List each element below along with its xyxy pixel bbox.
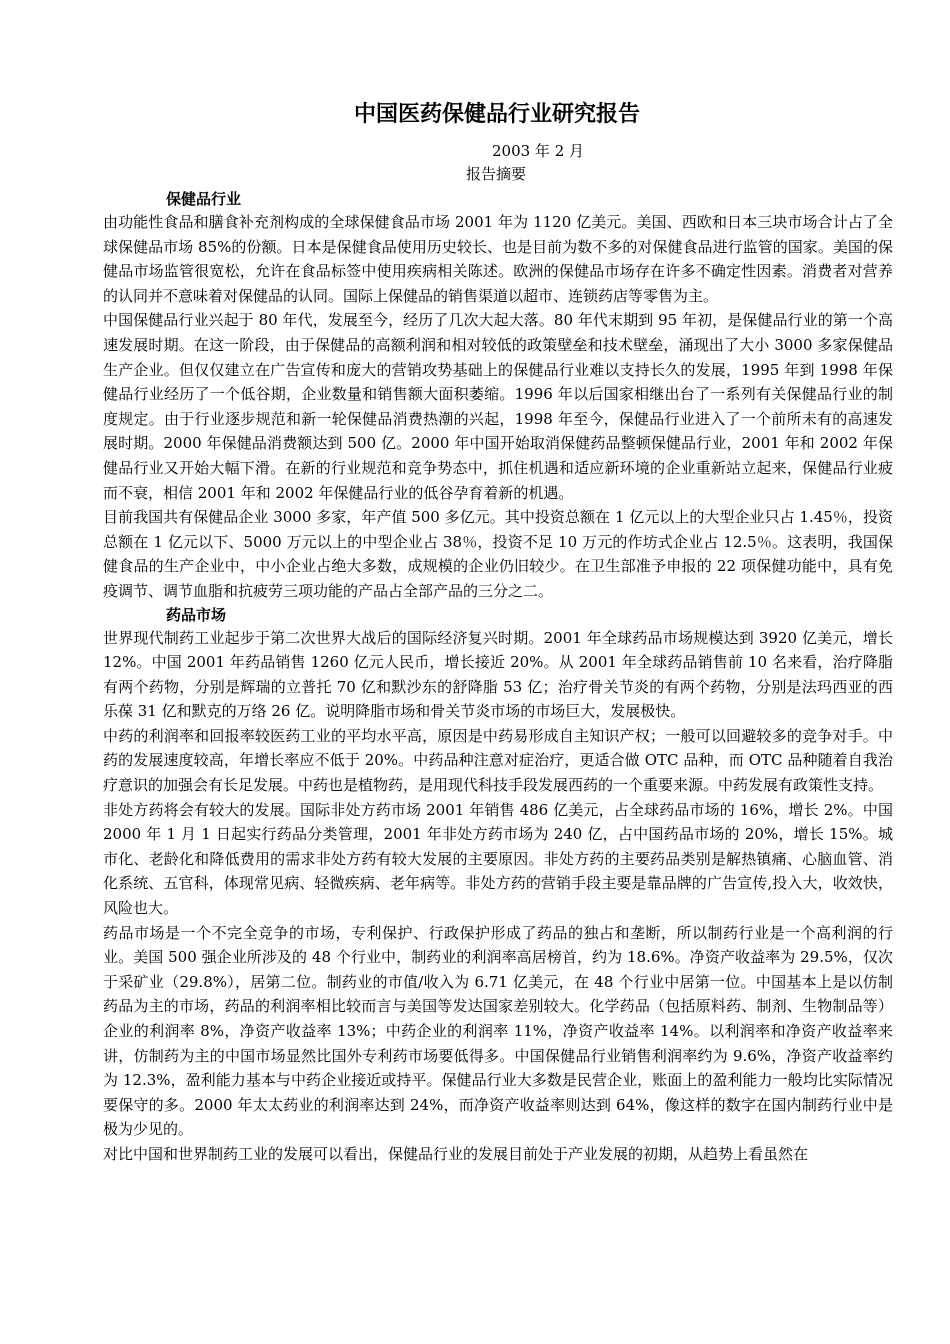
paragraph: 中国保健品行业兴起于 80 年代，发展至今，经历了几次大起大落。80 年代末期到 95 年初，是保健品行业的第一个高速发展时期。在这一阶段，由于保健品的高额利润和相对较低的政策壁垒和技术壁垒，涌现出了大小 3000 多家保健品生产企业。但仅仅建立在广告宣传和庞大的营销攻势基础上的保健品行业难以支持长久的发展，1995 年到 1998 年保健品行业经历了一个低谷期，企业数量和销售额大面积萎缩。1996 年以后国家相继出台了一系列有关保健品行业的制度规定。由于行业逐步规范和新一轮保健品消费热潮的兴起，1998 年至今，保健品行业进入了一个前所未有的高速发展时期。2000 年保健品消费额达到 500 亿。2000 年中国开始取消保健药品整顿保健品行业，2001 年和 2002 年保健品行业又开始大幅下滑。在新的行业规范和竞争势态中，抓住机遇和适应新环境的企业重新站立起来，保健品行业疲而不衰，相信 2001 年和 2002 年保健品行业的低谷孕育着新的机遇。 (103, 311, 893, 502)
paragraph: 中药的利润率和回报率较医药工业的平均水平高，原因是中药易形成自主知识产权；一般可以回避较多的竞争对手。中药的发展速度较高，年增长率应不低于 20%。中药品种注意对症治疗，更适合做 OTC 品种，而 OTC 品种随着自我治疗意识的加强会有长足发展。中药也是植物药，是用现代科技手段发展西药的一个重要来源。中药发展有政策性支持。 (103, 726, 893, 795)
report-title: 中国医药保健品行业研究报告 (353, 102, 640, 127)
paragraph: 目前我国共有保健品企业 3000 多家，年产值 500 多亿元。其中投资总额在 1 亿元以上的大型企业只占 1.45％，投资总额在 1 亿元以下、5000 万元以上的中型企业占 38％，投资不足 10 万元的作坊式企业占 12.5％。这表明，我国保健食品的生产企业中，中小企业占绝大多数，成规模的企业仍旧较少。在卫生部准予申报的 22 项保健功能中，具有免疫调节、调节血脂和抗疲劳三项功能的产品占全部产品的三分之二。 (103, 508, 893, 600)
paragraph: 由功能性食品和膳食补充剂构成的全球保健食品市场 2001 年为 1120 亿美元。美国、西欧和日本三块市场合计占了全球保健品市场 85%的份额。日本是保健食品使用历史较长、也是目前为数不多的对保健食品进行监管的国家。美国的保健品市场监管很宽松，允许在食品标签中使用疾病相关陈述。欧洲的保健品市场存在许多不确定性因素。消费者对营养的认同并不意味着对保健品的认同。国际上保健品的销售渠道以超市、连锁药店等零售为主。 (103, 213, 893, 305)
report-date: 2003 年 2 月 (491, 142, 585, 160)
section-heading-drug-market: 药品市场 (166, 605, 227, 624)
paragraph: 对比中国和世界制药工业的发展可以看出，保健品行业的发展目前处于产业发展的初期，从趋势上看虽然在 (103, 1144, 809, 1163)
abstract-label: 报告摘要 (465, 165, 526, 183)
paragraph: 世界现代制药工业起步于第二次世界大战后的国际经济复兴时期。2001 年全球药品市场规模达到 3920 亿美元，增长 12%。中国 2001 年药品销售 1260 亿元人民币，增长接近 20%。从 2001 年全球药品销售前 10 名来看，治疗降脂有两个药物，分别是辉瑞的立普托 70 亿和默沙东的舒降脂 53 亿；治疗骨关节炎的有两个药物，分别是法玛西亚的西乐葆 31 亿和默克的万络 26 亿。说明降脂市场和骨关节炎市场的市场巨大，发展极快。 (103, 628, 893, 721)
paragraph: 药品市场是一个不完全竞争的市场，专利保护、行政保护形成了药品的独占和垄断，所以制药行业是一个高利润的行业。美国 500 强企业所涉及的 48 个行业中，制药业的利润率高居榜首，约为 18.6%。净资产收益率为 29.5%，仅次于采矿业（29.8%），居第二位。制药业的市值/收入为 6.71 亿美元，在 48 个行业中居第一位。中国基本上是以仿制药品为主的市场，药品的利润率相比较而言与美国等发达国家差别较大。化学药品（包括原料药、制剂、生物制品等）企业的利润率 8%，净资产收益率 13%；中药企业的利润率 11%，净资产收益率 14%。以利润率和净资产收益率来讲，仿制药为主的中国市场显然比国外专利药市场要低得多。中国保健品行业销售利润率约为 9.6%，净资产收益率约为 12.3%，盈利能力基本与中药企业接近或持平。保健品行业大多数是民营企业，账面上的盈利能力一般均比实际情况要保守的多。2000 年太太药业的利润率达到 24%，而净资产收益率则达到 64%，像这样的数字在国内制药行业中是极为少见的。 (103, 923, 893, 1139)
paragraph: 非处方药将会有较大的发展。国际非处方药市场 2001 年销售 486 亿美元，占全球药品市场的 16%，增长 2%。中国 2000 年 1 月 1 日起实行药品分类管理，2001 年非处方药市场为 240 亿，占中国药品市场的 20%，增长 15%。城市化、老龄化和降低费用的需求非处方药有较大发展的主要原因。非处方药的主要药品类别是解热镇痛、心脑血管、消化系统、五官科，体现常见病、轻微疾病、老年病等。非处方药的营销手段主要是靠品牌的广告宣传,投入大，收效快，风险也大。 (103, 800, 893, 918)
section-heading-health-products: 保健品行业 (166, 190, 242, 208)
report-body (103, 188, 893, 1167)
